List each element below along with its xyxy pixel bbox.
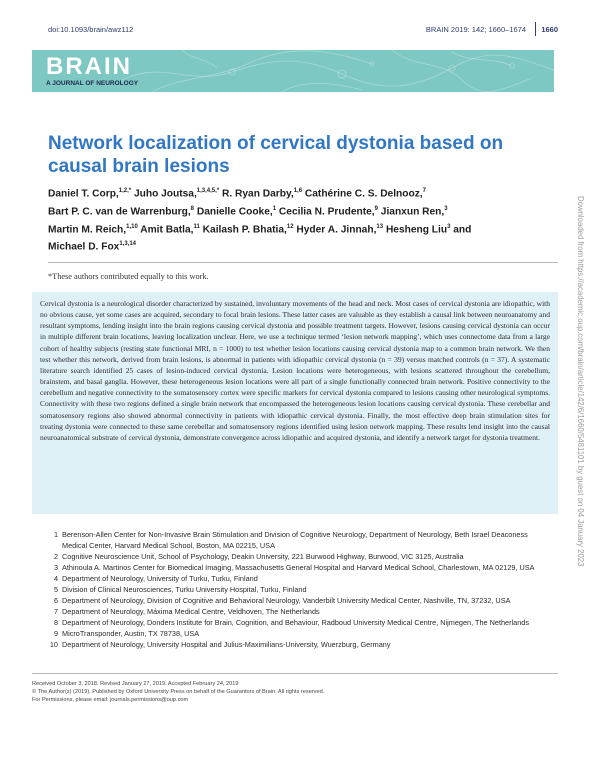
received-dates: Received October 3, 2018. Revised January 27, 2019. Accepted February 24, 2019 [32,681,239,687]
affiliation-number: 8 [53,617,58,627]
affiliation-item [48,629,554,640]
affiliation-item [48,530,554,552]
affiliation-number: 1 [53,530,58,539]
author-name[interactable]: Hyder A. Jinnah, [296,223,377,235]
affiliation-marker: 1,6 [293,188,303,194]
affiliation-number: 7 [53,606,58,616]
affiliation-number: 3 [53,562,58,572]
affiliation-number: 4 [53,573,58,583]
publication-info [32,680,552,704]
download-watermark [576,196,590,606]
author-name[interactable]: R. Ryan Darby, [222,188,294,200]
affiliation-marker: 1,3,14 [119,241,137,248]
author-name[interactable]: Hesheng Liu [385,223,448,235]
author-line [48,220,548,238]
author-name[interactable]: Amit Batla, [140,223,194,235]
affiliation-marker: 11 [193,223,200,230]
journal-subtitle: A JOURNAL OF NEUROLOGY [46,80,139,87]
affiliation-text: Berenson-Allen Center for Non-Invasive Brain Stimulation and Division of Cognitive Neurology, Department of Neurology, Beth Israel Deaconess Medical Center, Harvard Medical School, Boston, MA 02215, USA [62,530,528,550]
author-name[interactable]: Bart P. C. van de Warrenburg, [48,206,191,218]
affiliation-marker: 3 [447,223,451,230]
journal-banner [32,50,554,92]
affiliation-text: Division of Clinical Neurosciences, Turku University Hospital, Turku, Finland [62,584,307,594]
affiliation-item [48,585,554,596]
author-name[interactable]: Danielle Cooke, [196,206,273,218]
author-list [48,184,548,255]
author-name[interactable]: Cathérine C. S. Delnooz, [304,188,423,200]
affiliation-marker: 1 [272,205,277,212]
affiliation-item [48,618,554,629]
author-line [48,184,548,202]
affiliation-number: 9 [53,628,58,638]
affiliation-number: 6 [53,595,58,605]
affiliation-text: Cognitive Neuroscience Unit, School of Psychology, Deakin University, 221 Burwood Highway, Burwood, VIC 3125, Australia [62,551,464,561]
abstract-text: Cervical dystonia is a neurological disorder characterized by sustained, involuntary movements of the head and neck. Most cases of cervical dystonia are idiopathic, with no obvious cause, yet some cases are acquired, secondary to focal brain lesions. These latter cases are valuable as they establish a causal link between neuroanatomy and resultant symptoms, lending insight into the brain regions causing cervical dystonia and possible treatment targets. However, lesions causing cervical dystonia can occur in multiple different brain locations, leaving localization unclear. Here, we use a technique termed ‘lesion network mapping’, which uses connectome data from a large cohort of healthy subjects (resting state functional MRI, n = 1000) to test whether lesion locations causing cervical dystonia map to a common brain network. We then test whether this network, derived from brain lesions, is abnormal in patients with idiopathic cervical dystonia (n = 39) versus matched controls (n = 37). A systematic literature search identified 25 cases of lesion-induced cervical dystonia. Lesion locations were heterogeneous, with lesions scattered throughout the cerebellum, brainstem, and basal ganglia. However, these heterogeneous lesion locations were all part of a single functionally connected brain network. Positive connectivity to the cerebellum and negative connectivity to the somatosensory cortex were specific markers for cervical dystonia compared to lesions causing other neurological symptoms. Connectivity with these two regions defined a single brain network that encompassed the heterogeneous lesion locations causing cervical dystonia. These cerebellar and somatosensory regions also showed abnormal connectivity in patients with idiopathic cervical dystonia. Finally, the most effective deep brain stimulation sites for treating dystonia were connected to these same cerebellar and somatosensory regions identified using lesion network mapping. These results lend insight into the causal neuroanatomical substrate of cervical dystonia, demonstrate convergence across idiopathic and acquired dystonia, and identify a network target for dystonia treatment. [40,299,550,442]
author-name[interactable]: Juho Joutsa, [133,188,197,200]
affiliation-item [48,552,554,563]
affiliation-item [48,574,554,585]
affiliation-text: Department of Neurology, Division of Cognitive and Behavioral Neurology, Vanderbilt University Medical Center, Nashville, TN, 37232, USA [62,595,511,605]
copyright-line: © The Author(s) (2019). Published by Oxford University Press on behalf of the Guarantors of Brain. All rights reserved. [32,689,325,695]
author-name[interactable]: Daniel T. Corp, [48,188,119,200]
affiliation-number: 2 [53,551,58,561]
affiliation-marker: 8 [190,205,195,212]
abstract-panel [32,292,558,514]
page-number: 1660 [541,25,558,34]
journal-logo: BRAIN [46,53,132,80]
author-name[interactable]: Cecilia N. Prudente, [278,206,375,218]
affiliation-number: 5 [53,584,58,594]
affiliation-marker: 12 [286,223,294,230]
author-name[interactable]: Michael D. Fox [48,241,120,253]
affiliation-text: Department of Neurology, University Hospital and Julius-Maximilians-University, Wuerzburg, Germany [62,639,391,649]
affiliation-marker: 7 [422,188,426,194]
header-divider [535,22,536,36]
affiliation-marker: 3 [444,205,448,212]
affiliation-text: Athinoula A. Martinos Center for Biomedical Imaging, Massachusetts General Hospital and Harvard Medical School, Charlestown, MA 02129, USA [62,562,535,572]
author-line [48,202,548,220]
affiliation-marker: 1,10 [126,223,138,230]
permissions-line: For Permissions, please email: journals.permissions@oup.com [32,697,189,703]
article-title: Network localization of cervical dystonia based on causal brain lesions [48,133,504,177]
affiliation-marker: 13 [376,223,384,230]
affiliation-number: 10 [49,639,58,649]
affiliation-item [48,596,554,607]
affiliation-marker: 9 [374,205,378,212]
running-header [48,22,558,36]
affiliation-marker: 1,2,* [118,188,132,194]
affiliation-text: Department of Neurology, Máxima Medical Centre, Veldhoven, The Netherlands [62,606,320,616]
author-conjunction: and [453,223,472,235]
author-name[interactable]: Kailash P. Bhatia, [202,223,287,235]
affiliation-marker: 1,3,4,5,* [196,188,220,194]
download-source-text[interactable]: Downloaded from https://academic.oup.com/brain/article/142/6/1660/5481101 by guest on 04 January 2023 [576,196,585,567]
affiliation-text: MicroTransponder, Austin, TX 78738, USA [62,628,200,638]
author-line [48,237,548,255]
affiliation-item [48,563,554,574]
journal-citation: BRAIN 2019: 142; 1660–1674 [425,25,526,34]
affiliation-list [48,530,554,650]
affiliation-item [48,607,554,618]
affiliation-item [48,640,554,651]
affiliation-text: Department of Neurology, Donders Institute for Brain, Cognition, and Behaviour, Radboud University Medical Centre, Nijmegen, The Netherlands [62,617,529,627]
author-name[interactable]: Martin M. Reich, [48,223,127,235]
author-name[interactable]: Jianxun Ren, [380,206,445,218]
section-divider [48,262,558,263]
footer-divider [32,673,558,674]
doi-link[interactable]: doi:10.1093/brain/awz112 [48,25,134,34]
equal-contribution-note: *These authors contributed equally to this work. [48,272,209,281]
affiliation-text: Department of Neurology, University of Turku, Turku, Finland [62,573,258,583]
